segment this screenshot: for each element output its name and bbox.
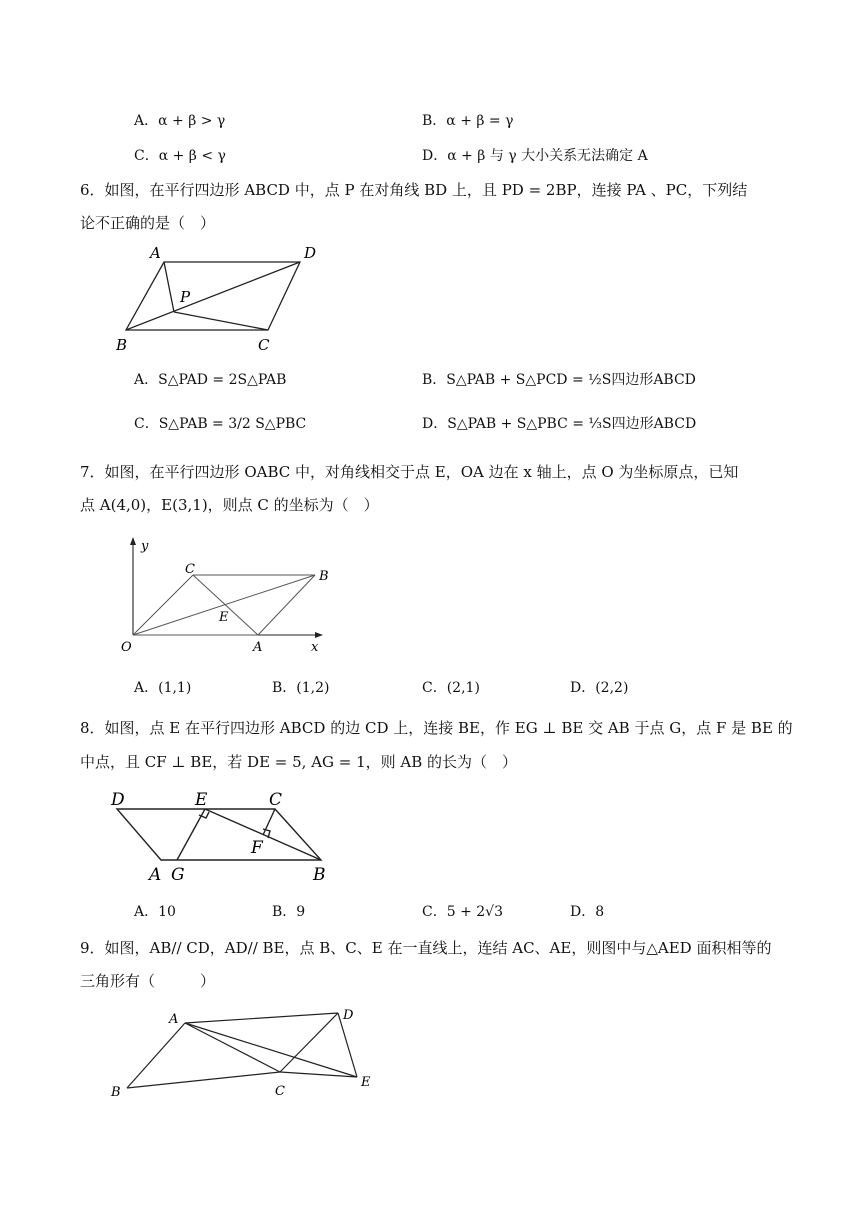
q8-option-d: D．8 <box>570 904 605 920</box>
q7-option-d: D．(2,2) <box>570 680 629 696</box>
q7-label-a: A <box>253 640 263 655</box>
q6-label-a: A <box>150 244 161 262</box>
q8-figure <box>105 785 345 887</box>
q8-option-a: A．10 <box>134 904 176 920</box>
q8-label-f: F <box>251 838 263 858</box>
q7-label-y: y <box>141 539 149 554</box>
q7-option-b: B．(1,2) <box>272 680 330 696</box>
q6-figure <box>110 238 330 358</box>
q7-label-o: O <box>121 640 132 655</box>
q6-label-c: C <box>258 336 270 354</box>
q7-label-c: C <box>185 562 195 577</box>
q7-figure <box>115 535 335 660</box>
q6-label-b: B <box>116 336 128 354</box>
q7-option-a: A．(1,1) <box>134 680 192 696</box>
q8-option-b: B．9 <box>272 904 306 920</box>
q7-option-c: C．(2,1) <box>422 680 480 696</box>
q6-label-d: D <box>304 244 317 262</box>
q6-option-b: B．S△PAB + S△PCD = ½S四边形ABCD <box>422 372 696 388</box>
q8-label-a: A <box>149 865 162 885</box>
q6-label-p: P <box>180 288 191 306</box>
q7-label-b: B <box>319 569 329 584</box>
q6-option-d: D．S△PAB + S△PBC = ⅓S四边形ABCD <box>422 416 697 432</box>
q8-stem-line2: 中点，且 CF ⊥ BE，若 DE = 5, AG = 1，则 AB 的长为（ ） <box>80 753 518 771</box>
q8-label-e: E <box>195 790 208 810</box>
q8-stem-line1: 8．如图，点 E 在平行四边形 ABCD 的边 CD 上，连接 BE，作 EG ⊥ BE 交 AB 于点 G，点 F 是 BE 的 <box>80 719 793 737</box>
q8-option-c: C．5 + 2√3 <box>422 904 503 920</box>
q7-label-e: E <box>219 610 229 625</box>
q8-label-c: C <box>269 790 283 810</box>
q8-label-g: G <box>171 865 185 885</box>
q9-label-e: E <box>361 1075 371 1090</box>
q9-label-b: B <box>111 1085 121 1100</box>
q5-option-a: A．α + β > γ <box>134 113 226 129</box>
q5-option-b: B．α + β = γ <box>422 113 514 129</box>
q9-stem-line2: 三角形有（ ） <box>80 972 216 990</box>
q9-label-c: C <box>275 1084 285 1099</box>
q9-label-a: A <box>169 1012 179 1027</box>
q8-label-b: B <box>313 865 326 885</box>
q5-option-c: C．α + β < γ <box>134 148 226 164</box>
q7-stem-line2: 点 A(4,0)，E(3,1)，则点 C 的坐标为（ ） <box>80 496 379 514</box>
q6-option-a: A．S△PAD = 2S△PAB <box>134 372 287 388</box>
q7-label-x: x <box>311 640 319 655</box>
q9-label-d: D <box>343 1008 354 1023</box>
q9-stem-line1: 9．如图，AB// CD，AD// BE，点 B、C、E 在一直线上，连结 AC、AE，则图中与△AED 面积相等的 <box>80 939 772 957</box>
q6-stem-line2: 论不正确的是（ ） <box>80 214 216 232</box>
q8-label-d: D <box>111 790 125 810</box>
q6-stem-line1: 6．如图，在平行四边形 ABCD 中，点 P 在对角线 BD 上，且 PD = 2BP，连接 PA 、PC，下列结 <box>80 181 748 199</box>
q5-option-d: D．α + β 与 γ 大小关系无法确定 A <box>422 148 648 164</box>
q9-figure <box>105 1005 385 1105</box>
q7-stem-line1: 7．如图，在平行四边形 OABC 中，对角线相交于点 E，OA 边在 x 轴上，点 O 为坐标原点，已知 <box>80 463 739 481</box>
q6-option-c: C．S△PAB = 3/2 S△PBC <box>134 416 307 432</box>
